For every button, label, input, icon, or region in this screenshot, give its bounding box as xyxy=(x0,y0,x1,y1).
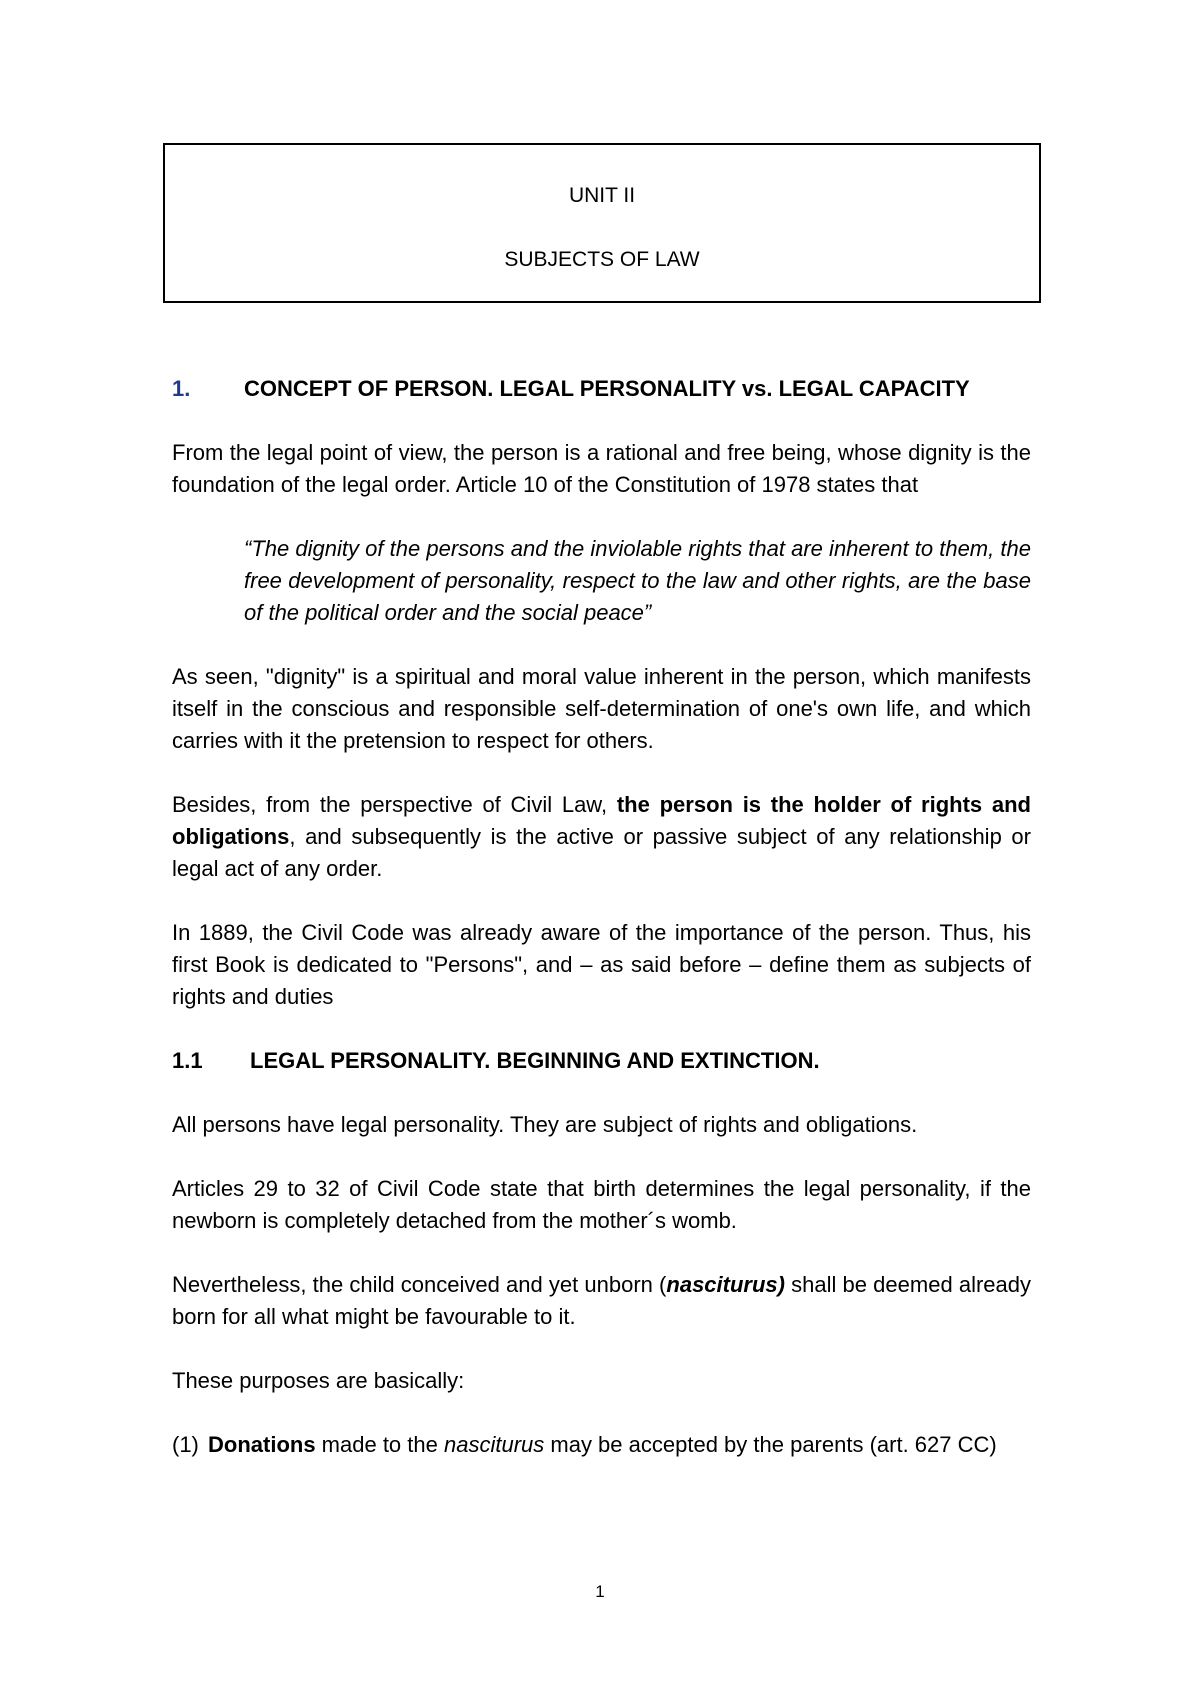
paragraph-text: Besides, from the perspective of Civil Law, xyxy=(172,792,617,817)
paragraph-text: , and subsequently is the active or passive subject of any relationship or legal act of any order. xyxy=(172,824,1031,881)
section-title: CONCEPT OF PERSON. LEGAL PERSONALITY vs. LEGAL CAPACITY xyxy=(244,376,970,401)
paragraph: As seen, "dignity" is a spiritual and moral value inherent in the person, which manifests itself in the conscious and responsible self-determination of one's own life, and which carries with it the pretension to respect for others. xyxy=(172,664,1031,753)
section-number: 1.1 xyxy=(172,1048,203,1073)
list-text xyxy=(208,1429,1031,1461)
list-number: (1) xyxy=(172,1432,199,1457)
section-heading-1 xyxy=(172,373,1031,405)
section-title: LEGAL PERSONALITY. BEGINNING AND EXTINCTION. xyxy=(250,1048,820,1073)
list-item xyxy=(172,1429,1031,1461)
document-body xyxy=(172,373,1031,1461)
paragraph: These purposes are basically: xyxy=(172,1368,465,1393)
paragraph-text: Nevertheless, the child conceived and yet unborn ( xyxy=(172,1272,667,1297)
paragraph: From the legal point of view, the person is a rational and free being, whose dignity is the foundation of the legal order. Article 10 of the Constitution of 1978 states that xyxy=(172,440,1031,497)
paragraph xyxy=(172,789,1031,885)
italic-term: nasciturus xyxy=(443,1432,545,1457)
paragraph-text: shall be deemed already born for all what might be favourable to it. xyxy=(172,1272,1031,1329)
paragraph xyxy=(172,1269,1031,1333)
paragraph: All persons have legal personality. They are subject of rights and obligations. xyxy=(172,1112,918,1137)
page-number: 1 xyxy=(595,1582,605,1601)
subject-title: SUBJECTS OF LAW xyxy=(504,248,700,271)
unit-title: UNIT II xyxy=(568,184,636,207)
paragraph: Articles 29 to 32 of Civil Code state that birth determines the legal personality, if the newborn is completely detached from the mother´s womb. xyxy=(172,1176,1031,1233)
emphasis-term: nasciturus) xyxy=(666,1272,785,1297)
title-box xyxy=(163,143,1041,303)
constitution-quote: “The dignity of the persons and the inviolable rights that are inherent to them, the free development of personality, respect to the law and other rights, are the base of the political order and the social peace” xyxy=(244,536,1031,625)
emphasis-text: Donations xyxy=(208,1432,316,1457)
section-heading-1-1 xyxy=(172,1045,1031,1077)
list-text-part: may be accepted by the parents (art. 627 CC) xyxy=(544,1432,997,1457)
paragraph: In 1889, the Civil Code was already aware of the importance of the person. Thus, his first Book is dedicated to "Persons", and – as said before – define them as subjects of rights and duties xyxy=(172,920,1031,1009)
section-number: 1. xyxy=(172,376,191,401)
emphasis-text: the person is the holder of rights and obligations xyxy=(172,792,1031,849)
list-text-part: made to the xyxy=(315,1432,444,1457)
